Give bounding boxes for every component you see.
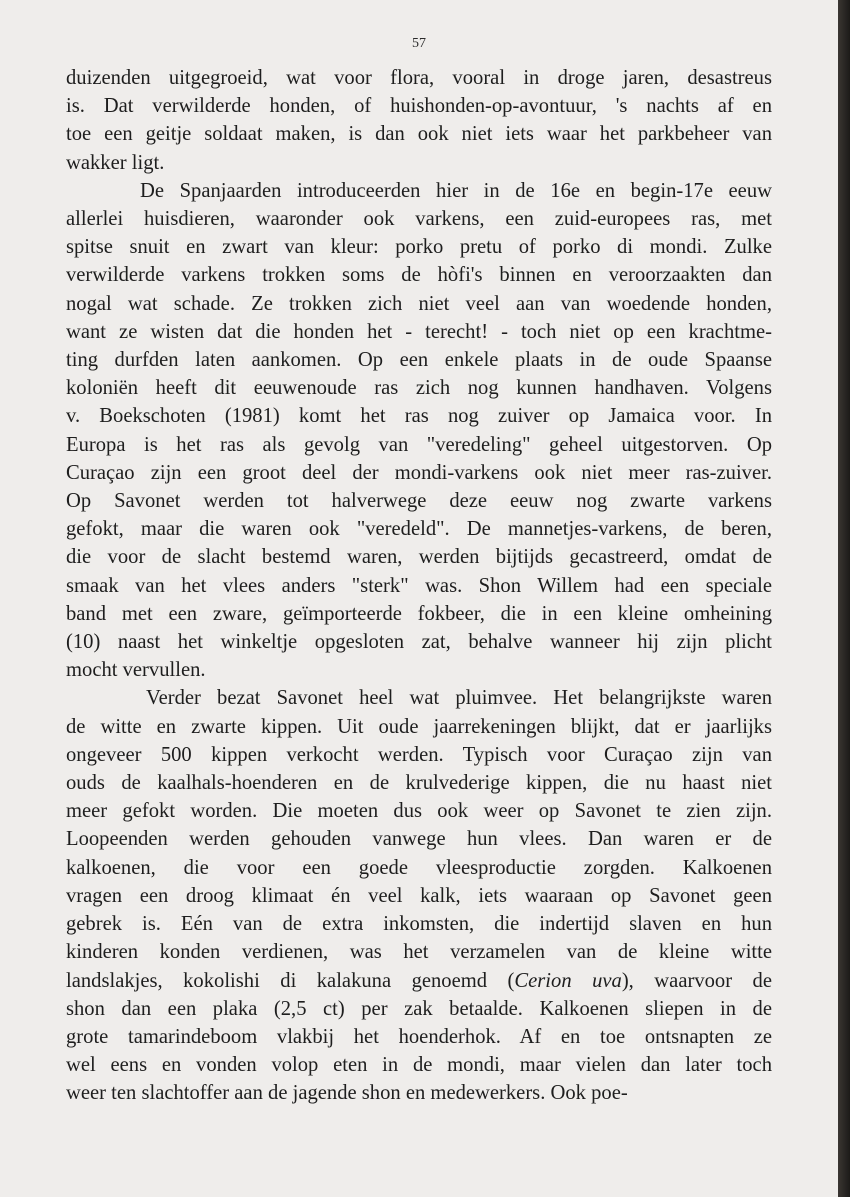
text-line: Loopeenden werden gehouden vanwege hun vlees. Dan waren er de <box>66 828 772 851</box>
text-line: landslakjes, kokolishi di kalakuna genoemd (Cerion uva), waarvoor de <box>66 969 772 992</box>
text-line: grote tamarindeboom vlakbij het hoenderhok. Af en toe ontsnapten ze <box>66 1025 772 1048</box>
text-line: meer gefokt worden. Die moeten dus ook weer op Savonet te zien zijn. <box>66 800 772 823</box>
text-line: weer ten slachtoffer aan de jagende shon en medewerkers. Ook poe- <box>66 1082 628 1105</box>
paragraph <box>66 684 772 1107</box>
text-line: koloniën heeft dit eeuwenoude ras zich nog kunnen handhaven. Volgens <box>66 377 772 400</box>
text-line: verwilderde varkens trokken soms de hòfi's binnen en veroorzaakten dan <box>66 264 772 287</box>
text-line: wakker ligt. <box>66 151 165 174</box>
body-text <box>66 64 772 1108</box>
text-line: de witte en zwarte kippen. Uit oude jaarrekeningen blijkt, dat er jaarlijks <box>66 715 772 738</box>
page-number: 57 <box>412 36 426 51</box>
text-line: spitse snuit en zwart van kleur: porko pretu of porko di mondi. Zulke <box>66 236 772 259</box>
text-line: ting durfden laten aankomen. Op een enkele plaats in de oude Spaanse <box>66 349 772 372</box>
text-line: ongeveer 500 kippen verkocht werden. Typisch voor Curaçao zijn van <box>66 743 772 766</box>
text-line: band met een zware, geïmporteerde fokbeer, die in een kleine omheining <box>66 602 772 625</box>
text-line: Europa is het ras als gevolg van "veredeling" geheel uitgestorven. Op <box>66 433 772 456</box>
text-line: die voor de slacht bestemd waren, werden bijtijds gecastreerd, omdat de <box>66 546 772 569</box>
text-line: nogal wat schade. Ze trokken zich niet veel aan van woedende honden, <box>66 292 772 315</box>
text-line: shon dan een plaka (2,5 ct) per zak betaalde. Kalkoenen sliepen in de <box>66 997 772 1020</box>
text-line: duizenden uitgegroeid, wat voor flora, vooral in droge jaren, desastreus <box>66 67 772 89</box>
text-line: gebrek is. Eén van de extra inkomsten, die indertijd slaven en hun <box>66 913 772 936</box>
text-line: allerlei huisdieren, waaronder ook varkens, een zuid-europees ras, met <box>66 208 772 231</box>
text-line: Curaçao zijn een groot deel der mondi-varkens ook niet meer ras-zuiver. <box>66 461 772 484</box>
text-line: kinderen konden verdienen, was het verzamelen van de kleine witte <box>66 941 772 964</box>
text-line: kalkoenen, die voor een goede vleesproductie zorgden. Kalkoenen <box>66 856 772 879</box>
text-line: Verder bezat Savonet heel wat pluimvee. Het belangrijkste waren <box>146 687 772 710</box>
text-line: want ze wisten dat die honden het - terecht! - toch niet op een krachtme- <box>66 320 772 343</box>
text-line: toe een geitje soldaat maken, is dan ook niet iets waar het parkbeheer van <box>66 123 772 146</box>
text-line: (10) naast het winkeltje opgesloten zat, behalve wanneer hij zijn plicht <box>66 631 772 654</box>
text-line: vragen een droog klimaat én veel kalk, iets waaraan op Savonet geen <box>66 884 772 907</box>
text-line: is. Dat verwilderde honden, of huishonden-op-avontuur, 's nachts af en <box>66 95 772 118</box>
paragraph <box>66 177 772 685</box>
paragraph <box>66 64 772 177</box>
text-line: De Spanjaarden introduceerden hier in de 16e en begin-17e eeuw <box>140 179 772 202</box>
book-edge <box>838 0 850 1197</box>
text-line: Op Savonet werden tot halverwege deze eeuw nog zwarte varkens <box>66 490 772 513</box>
text-line: v. Boekschoten (1981) komt het ras nog zuiver op Jamaica voor. In <box>66 405 772 428</box>
text-line: wel eens en vonden volop eten in de mondi, maar vielen dan later toch <box>66 1054 772 1077</box>
text-line: smaak van het vlees anders "sterk" was. Shon Willem had een speciale <box>66 574 772 597</box>
text-line: mocht vervullen. <box>66 659 206 682</box>
text-line: ouds de kaalhals-hoenderen en de krulvederige kippen, die nu haast niet <box>66 772 772 795</box>
text-line: gefokt, maar die waren ook "veredeld". De mannetjes-varkens, de beren, <box>66 518 772 541</box>
